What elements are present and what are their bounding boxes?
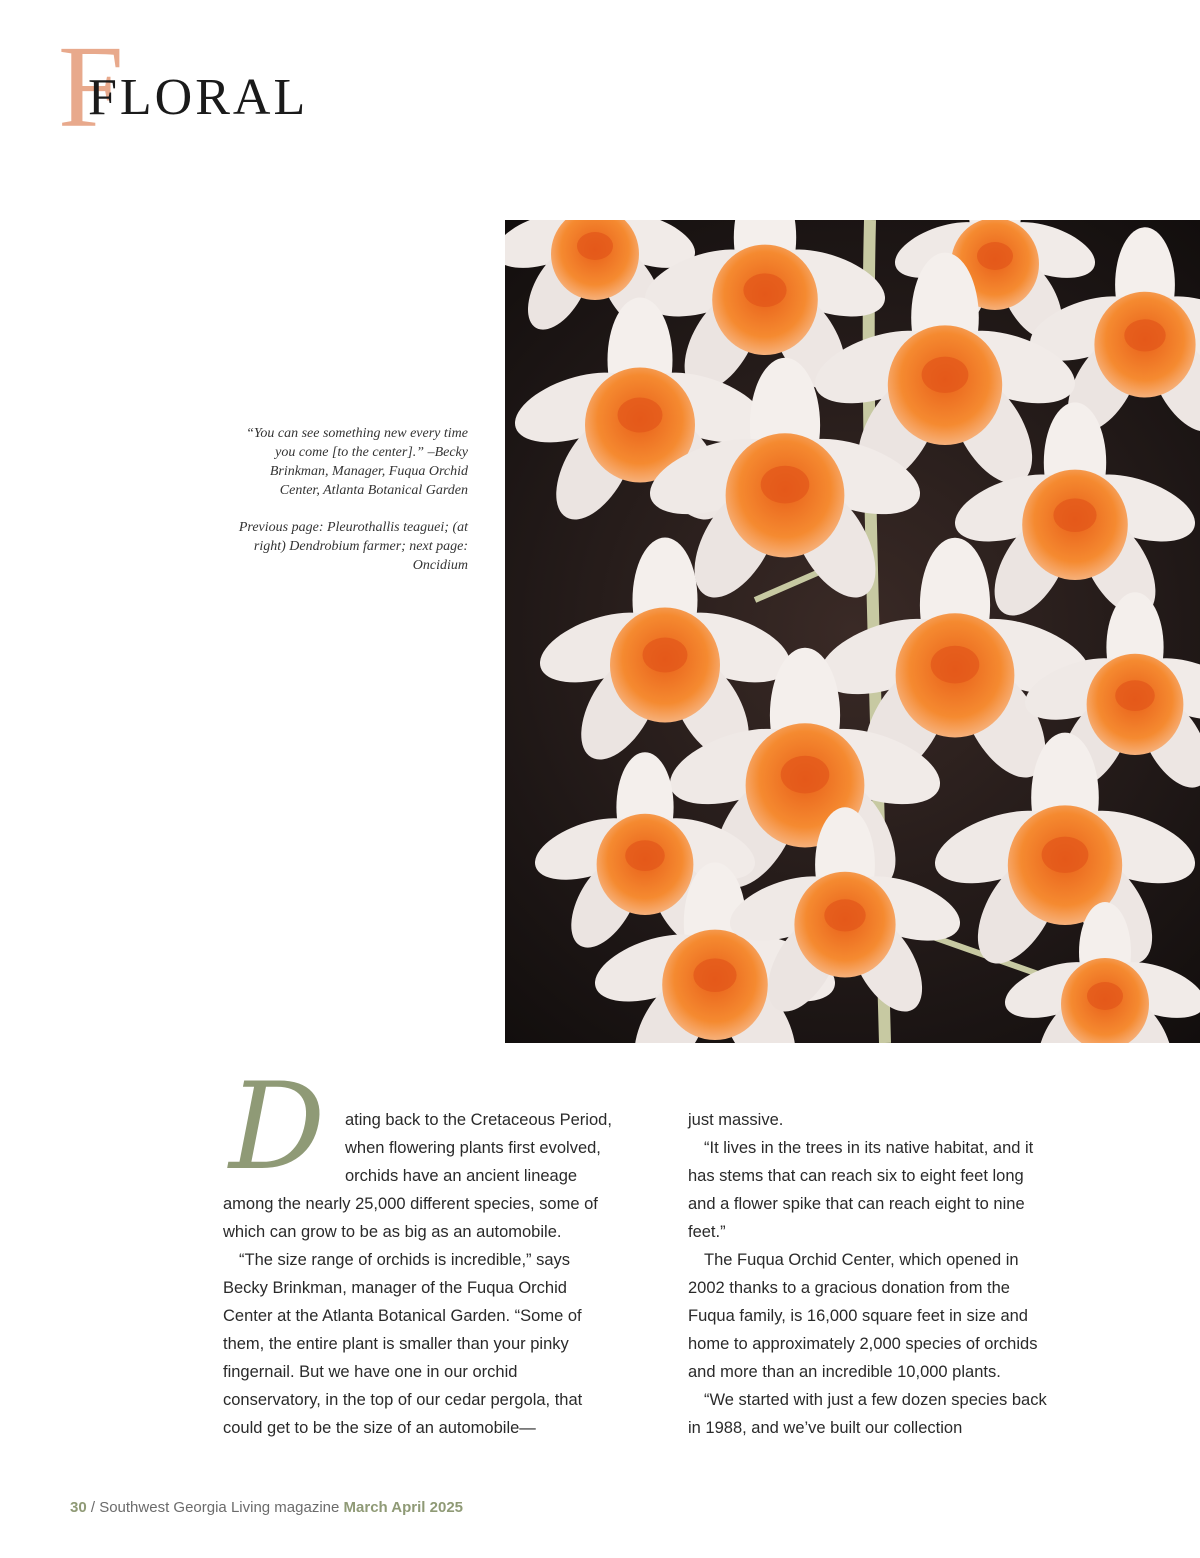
page-number: 30 (70, 1499, 87, 1516)
footer-separator: / (86, 1499, 100, 1516)
magazine-name: Southwest Georgia Living magazine (99, 1499, 340, 1516)
section-initial: F (58, 21, 124, 152)
orchid-illustration (505, 220, 1200, 1043)
article-paragraph: “It lives in the trees in its native habitat, and it has stems that can reach six to eight feet long and a flower spike that can reach eight to nine feet.” (688, 1139, 1034, 1241)
section-header (58, 21, 358, 152)
article-paragraph: “We started with just a few dozen species back in 1988, and we’ve built our collection (688, 1391, 1047, 1437)
article-paragraph: “The size range of orchids is incredible,” says Becky Brinkman, manager of the Fuqua Orchid Center at the Atlanta Botanical Garden. “Some of them, the entire plant is smaller than your pinky fingernail. But we have one in our orchid conservatory, in the top of our cedar pergola, that could get to be the size of an automobile— (223, 1251, 583, 1437)
orchid-photo (505, 220, 1200, 1043)
article-column-2 (688, 1106, 1048, 1442)
photo-credits: Previous page: Pleurothallis teaguei; (at right) Dendrobium farmer; next page: Oncidium (238, 520, 468, 573)
article-paragraph: D ating back to the Cretaceous Period, when flowering plants first evolved, orchids have an ancient lineage among the nearly 25,000 different species, some of which can grow to be as big as an automobile. (223, 1058, 612, 1241)
drop-cap: D (229, 1058, 326, 1197)
section-title: FLORAL (88, 69, 309, 126)
article-paragraph: just massive. (688, 1111, 784, 1129)
issue-date: March April 2025 (343, 1499, 464, 1516)
article-paragraph: The Fuqua Orchid Center, which opened in 2002 thanks to a gracious donation from the Fuqua family, is 16,000 square feet in size and home to approximately 2,000 species of orchids and more than an incredible 10,000 plants. (688, 1251, 1038, 1381)
page-footer (70, 1499, 463, 1516)
photo-caption (230, 424, 468, 593)
article-column-1 (223, 1058, 618, 1442)
pull-quote: “You can see something new every time you come [to the center].” –Becky Brinkman, Manager, Fuqua Orchid Center, Atlanta Botanical Garden (246, 426, 468, 498)
